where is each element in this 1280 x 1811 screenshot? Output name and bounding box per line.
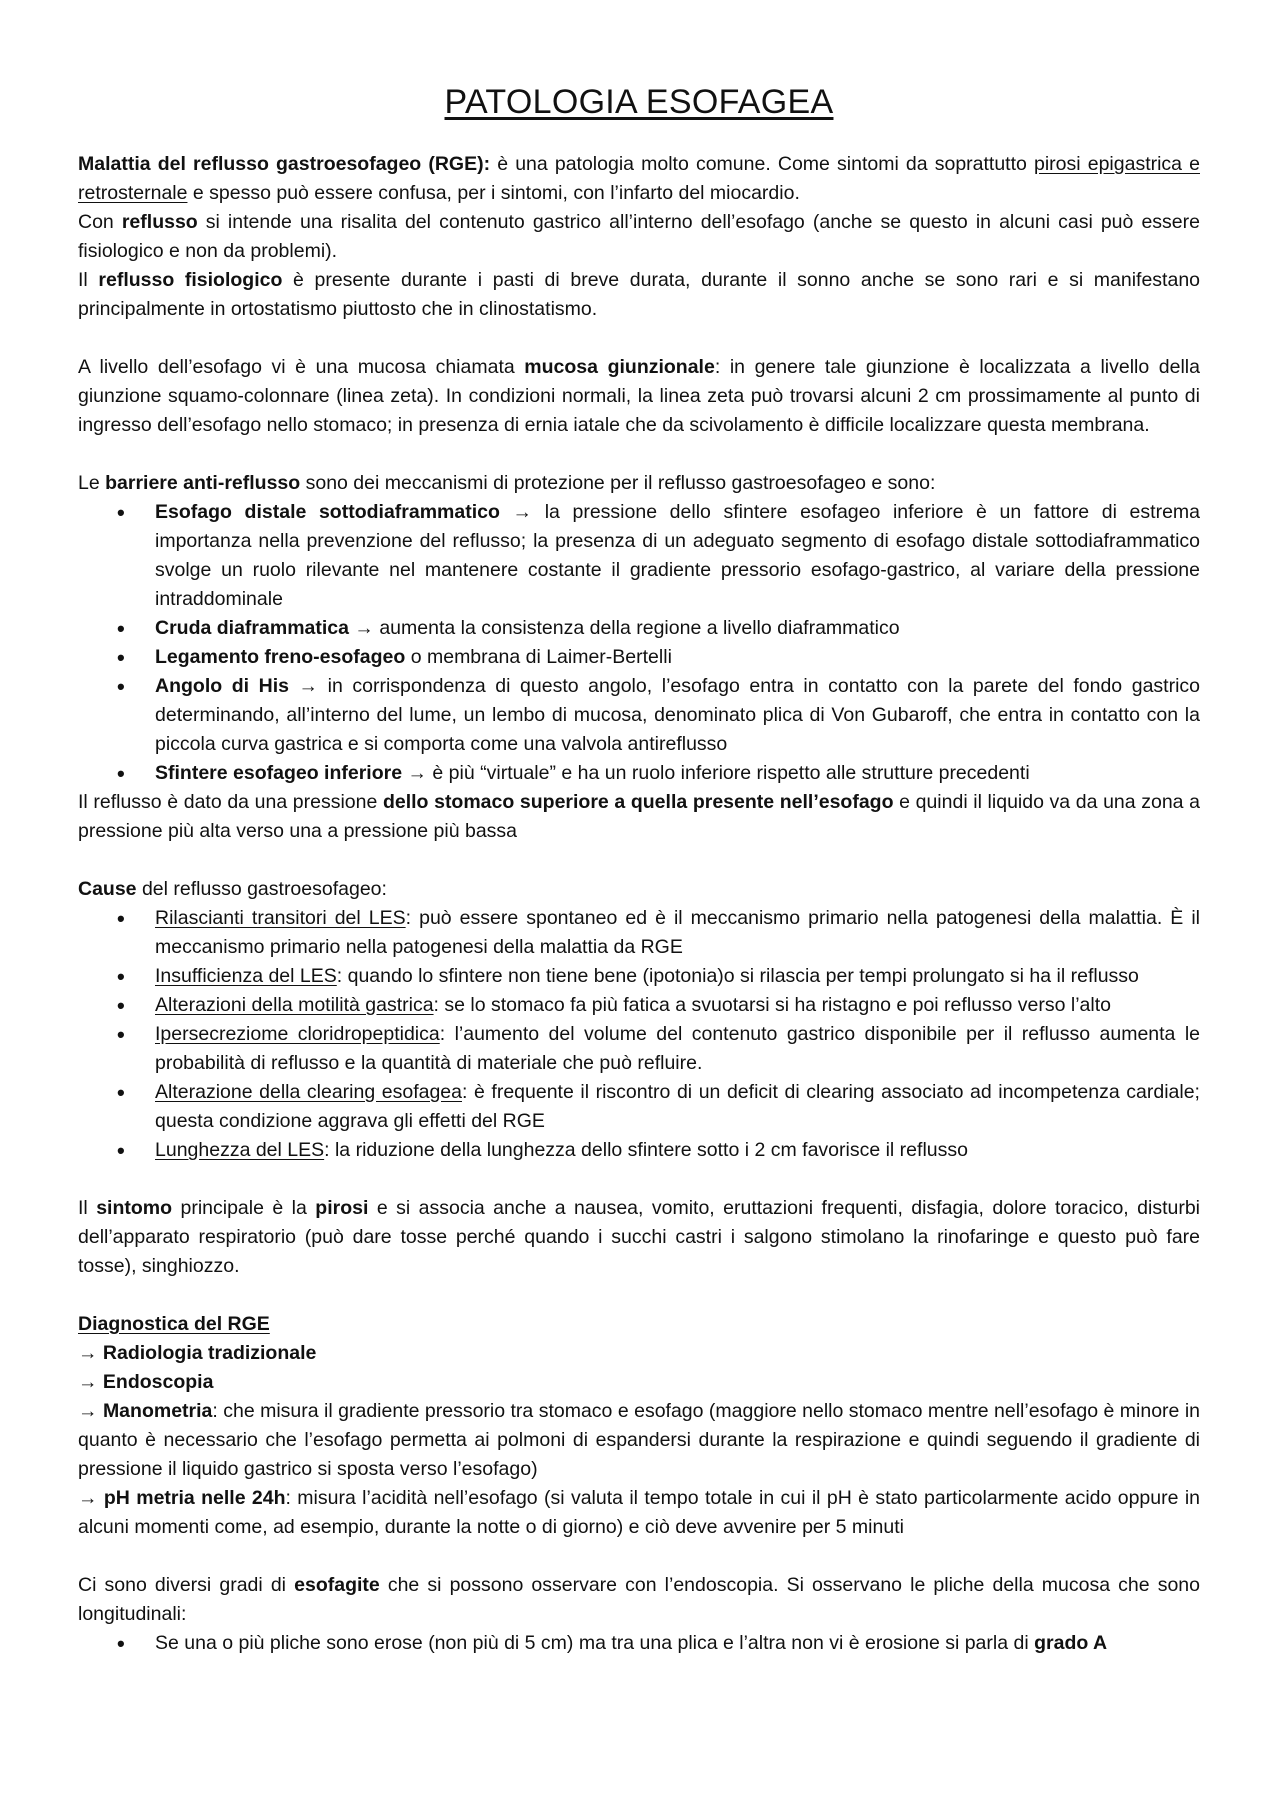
paragraph-esofagite: Ci sono diversi gradi di esofagite che si possono osservare con l’endoscopia. Si osservano le pliche della mucosa che sono longitudinali:: [78, 1574, 1200, 1625]
list-item: • Sfintere esofageo inferiore → è più “virtuale” e ha un ruolo inferiore rispetto alle strutture precedenti: [155, 759, 1200, 788]
underlined-pirosi: pirosi epigastrica e retrosternale: [78, 153, 1200, 204]
paragraph-pressione: Il reflusso è dato da una pressione dello stomaco superiore a quella presente nell’esofago e quindi il liquido va da una zona a pressione più alta verso una a pressione più bassa: [78, 791, 1200, 842]
cause-list: [78, 904, 1200, 1165]
list-item: • Alterazioni della motilità gastrica: se lo stomaco fa più fatica a svuotarsi si ha ristagno e poi reflusso verso l’alto: [155, 991, 1200, 1020]
diagnostica-ph-metria: → pH metria nelle 24h: misura l’acidità nell’esofago (si valuta il tempo totale in cui il pH è stato particolarmente acido oppure in alcuni momenti come, ad esempio, durante la notte o di giorno) e ciò deve avvenire per 5 minuti: [78, 1487, 1200, 1538]
spacer: [78, 846, 1200, 875]
barriere-list: [78, 498, 1200, 788]
heading-diagnostica: Diagnostica del RGE: [78, 1313, 270, 1335]
list-item: • Esofago distale sottodiaframmatico → la pressione dello sfintere esofageo inferiore è un fattore di estrema importanza nella prevenzione del reflusso; la presenza di un adeguato segmento di esofago distale sottodiaframmatico svolge un ruolo rilevante nel mantenere costante il gradiente pressorio esofago-gastrico, al variare della pressione intraddominale: [155, 498, 1200, 614]
paragraph-barriere: Le barriere anti-reflusso sono dei meccanismi di protezione per il reflusso gastroesofageo e sono:: [78, 472, 936, 494]
spacer: [78, 1281, 1200, 1310]
paragraph-reflusso-fisiologico: Il reflusso fisiologico è presente durante i pasti di breve durata, durante il sonno anche se sono rari e si manifestano principalmente in ortostatismo piuttosto che in clinostatismo.: [78, 269, 1201, 320]
esofagite-list: [78, 1629, 1200, 1658]
paragraph-sintomo: Il sintomo principale è la pirosi e si associa anche a nausea, vomito, eruttazioni frequenti, disfagia, dolore toracico, disturbi dell’apparato respiratorio (può dare tosse perché quando i succhi castri i salgono stimolano la rinofaringe e questo può fare tosse), singhiozzo.: [78, 1197, 1201, 1277]
list-item: • Legamento freno-esofageo o membrana di Laimer-Bertelli: [155, 643, 1200, 672]
spacer: [78, 1165, 1200, 1194]
paragraph-cause: Cause del reflusso gastroesofageo:: [78, 878, 387, 900]
list-item: • Se una o più pliche sono erose (non più di 5 cm) ma tra una plica e l’altra non vi è erosione si parla di grado A: [155, 1629, 1200, 1658]
list-item: • Lunghezza del LES: la riduzione della lunghezza dello sfintere sotto i 2 cm favorisce il reflusso: [155, 1136, 1200, 1165]
list-item: • Angolo di His → in corrispondenza di questo angolo, l’esofago entra in contatto con la parete del fondo gastrico determinando, all’interno del lume, un lembo di mucosa, denominato plica di Von Gubaroff, che entra in contatto con la piccola curva gastrica e si comporta come una valvola antireflusso: [155, 672, 1200, 759]
list-item: • Ipersecreziome cloridropeptidica: l’aumento del volume del contenuto gastrico disponibile per il reflusso aumenta le probabilità di reflusso e la quantità di materiale che può refluire.: [155, 1020, 1200, 1078]
spacer: [78, 440, 1200, 469]
list-item: • Rilascianti transitori del LES: può essere spontaneo ed è il meccanismo primario nella patogenesi della malattia. È il meccanismo primario nella patogenesi della malattia da RGE: [155, 904, 1200, 962]
paragraph-mucosa: A livello dell’esofago vi è una mucosa chiamata mucosa giunzionale: in genere tale giunzione è localizzata a livello della giunzione squamo-colonnare (linea zeta). In condizioni normali, la linea zeta può trovarsi alcuni 2 cm prossimamente al punto di ingresso dell’esofago nello stomaco; in presenza di ernia iatale che da scivolamento è difficile localizzare questa membrana.: [78, 356, 1200, 436]
list-item: • Cruda diaframmatica → aumenta la consistenza della regione a livello diaframmatico: [155, 614, 1200, 643]
paragraph-reflusso: Con reflusso si intende una risalita del contenuto gastrico all’interno dell’esofago (anche se questo in alcuni casi può essere fisiologico e non da problemi).: [78, 211, 1200, 262]
spacer: [78, 1542, 1200, 1571]
term-rge: Malattia del reflusso gastroesofageo (RGE):: [78, 153, 491, 175]
list-item: • Insufficienza del LES: quando lo sfintere non tiene bene (ipotonia)o si rilascia per tempi prolungato si ha il reflusso: [155, 962, 1200, 991]
diagnostica-radiologia: → Radiologia tradizionale: [78, 1342, 317, 1364]
paragraph-rge: Malattia del reflusso gastroesofageo (RGE): è una patologia molto comune. Come sintomi da soprattutto pirosi epigastrica e retrosternale e spesso può essere confusa, per i sintomi, con l’infarto del miocardio.: [78, 153, 1200, 204]
spacer: [78, 324, 1200, 353]
list-item: • Alterazione della clearing esofagea: è frequente il riscontro di un deficit di clearing associato ad incompetenza cardiale; questa condizione aggrava gli effetti del RGE: [155, 1078, 1200, 1136]
diagnostica-manometria: → Manometria: che misura il gradiente pressorio tra stomaco e esofago (maggiore nello stomaco mentre nell’esofago è minore in quanto è necessario che l’esofago permetta ai polmoni di espandersi durante la respirazione e quindi seguendo il gradiente di pressione il liquido gastrico si sposta verso l’esofago): [78, 1400, 1200, 1480]
diagnostica-endoscopia: → Endoscopia: [78, 1371, 214, 1393]
page-title: PATOLOGIA ESOFAGEA: [444, 83, 834, 121]
